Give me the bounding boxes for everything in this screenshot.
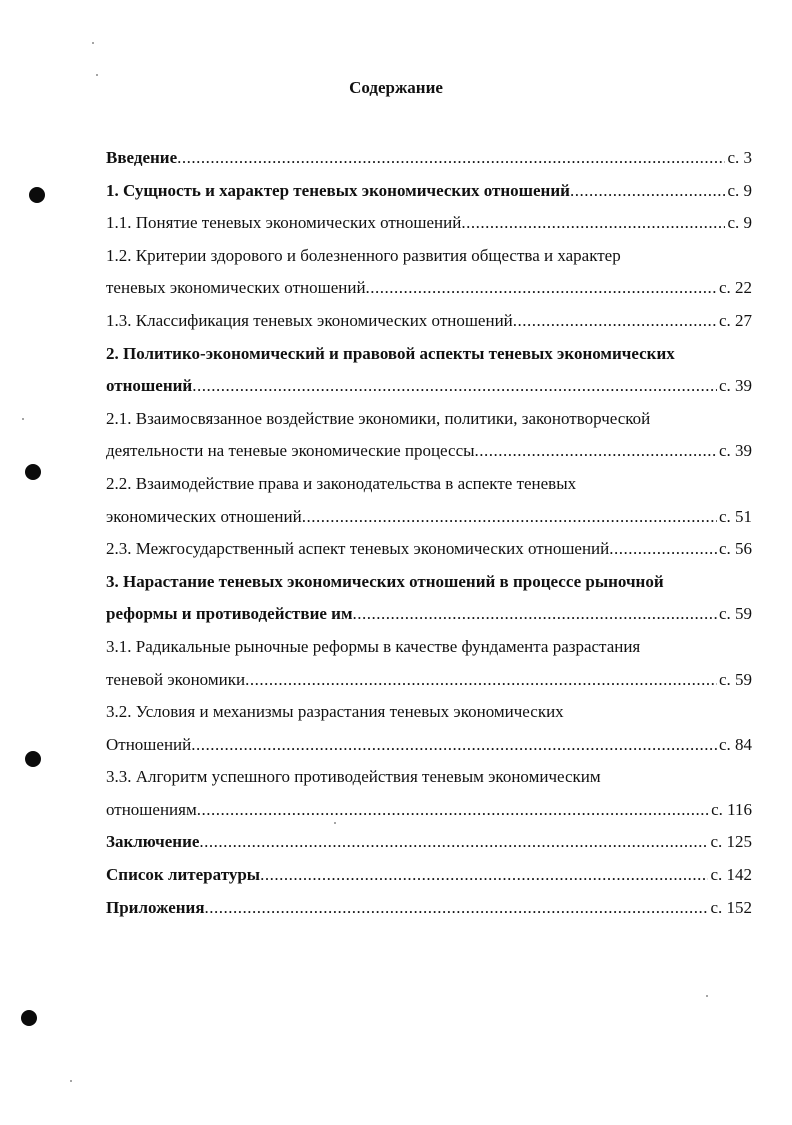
toc-leader-dots xyxy=(260,859,708,892)
toc-entry-text: отношений xyxy=(106,376,193,396)
punch-hole xyxy=(21,1010,37,1026)
toc-entry-text: теневых экономических отношений xyxy=(106,278,366,298)
punch-hole xyxy=(25,464,41,480)
scan-speck xyxy=(96,74,98,76)
toc-entry-chapter-2-cont[interactable] xyxy=(106,370,752,403)
toc-entry-introduction[interactable] xyxy=(106,142,752,175)
toc-entry-page: с. 125 xyxy=(710,832,752,852)
toc-entry-text: теневой экономики xyxy=(106,669,246,689)
toc-entry-page: с. 51 xyxy=(718,506,752,526)
toc-entry-text: 3.2. Условия и механизмы разрастания теневых экономических xyxy=(106,702,564,722)
punch-hole xyxy=(25,751,41,767)
toc-entry-text: 1. Сущность и характер теневых экономических отношений xyxy=(106,180,570,200)
toc-entry-text: 1.3. Классификация теневых экономических отношений xyxy=(106,310,513,330)
toc-entry-page: с. 116 xyxy=(711,799,752,819)
toc-entry-section-2-2-cont[interactable] xyxy=(106,501,752,534)
scan-speck xyxy=(70,1080,72,1082)
toc-entry-page: с. 142 xyxy=(710,865,752,885)
toc-entry-page: с. 9 xyxy=(727,180,752,200)
toc-leader-dots xyxy=(177,142,725,175)
toc-entry-text: 1.2. Критерии здорового и болезненного развития общества и характер xyxy=(106,245,621,265)
toc-leader-dots xyxy=(191,729,717,762)
toc-entry-section-3-1-cont[interactable] xyxy=(106,664,752,697)
toc-entry-section-3-2-cont[interactable] xyxy=(106,729,752,762)
toc-entry-page: с. 22 xyxy=(718,278,752,298)
toc-entry-text: реформы и противодействие им xyxy=(106,604,353,624)
toc-entry-appendices[interactable] xyxy=(106,892,752,925)
toc-entry-bibliography[interactable] xyxy=(106,859,752,892)
toc-entry-page: с. 152 xyxy=(710,897,752,917)
toc-entry-text: 3.1. Радикальные рыночные реформы в качестве фундамента разрастания xyxy=(106,636,641,656)
toc-entry-text: экономических отношений xyxy=(106,506,302,526)
toc-leader-dots xyxy=(302,501,717,534)
table-of-contents xyxy=(106,142,752,924)
toc-leader-dots xyxy=(192,370,717,403)
toc-leader-dots xyxy=(609,533,717,566)
toc-entry-section-1-2[interactable] xyxy=(106,240,752,273)
scan-speck xyxy=(22,418,24,420)
toc-entry-text: Приложения xyxy=(106,897,205,917)
scan-speck xyxy=(706,995,708,997)
toc-leader-dots xyxy=(461,207,725,240)
toc-entry-section-3-3-cont[interactable] xyxy=(106,794,752,827)
toc-entry-section-1-1[interactable] xyxy=(106,207,752,240)
toc-entry-page: с. 9 xyxy=(727,213,752,233)
toc-entry-section-1-2-cont[interactable] xyxy=(106,272,752,305)
toc-leader-dots xyxy=(475,435,717,468)
toc-entry-page: с. 3 xyxy=(727,148,752,167)
toc-leader-dots xyxy=(570,175,726,208)
toc-entry-section-3-2[interactable] xyxy=(106,696,752,729)
toc-entry-section-2-2[interactable] xyxy=(106,468,752,501)
toc-entry-chapter-3-cont[interactable] xyxy=(106,598,752,631)
toc-entry-section-2-1[interactable] xyxy=(106,403,752,436)
toc-entry-section-2-3[interactable] xyxy=(106,533,752,566)
toc-leader-dots xyxy=(197,794,709,827)
scan-speck xyxy=(92,42,94,44)
toc-entry-text: 2.1. Взаимосвязанное воздействие экономики, политики, законотворческой xyxy=(106,408,651,428)
toc-entry-page: с. 39 xyxy=(718,376,752,396)
toc-entry-text: 1.1. Понятие теневых экономических отношений xyxy=(106,213,462,233)
punch-hole xyxy=(29,187,45,203)
toc-leader-dots xyxy=(205,892,709,925)
toc-entry-text: Введение xyxy=(106,148,178,167)
toc-entry-section-3-3[interactable] xyxy=(106,761,752,794)
toc-entry-section-2-1-cont[interactable] xyxy=(106,435,752,468)
toc-leader-dots xyxy=(513,305,717,338)
toc-entry-text: 2. Политико-экономический и правовой аспекты теневых экономических xyxy=(106,343,675,363)
toc-entry-page: с. 59 xyxy=(718,604,752,624)
toc-entry-text: Отношений xyxy=(106,734,192,754)
toc-entry-text: 2.2. Взаимодействие права и законодательства в аспекте теневых xyxy=(106,473,577,493)
toc-leader-dots xyxy=(199,826,708,859)
toc-entry-text: Заключение xyxy=(106,832,200,852)
toc-entry-page: с. 27 xyxy=(718,310,752,330)
toc-entry-text: деятельности на теневые экономические процессы xyxy=(106,441,475,461)
toc-entry-chapter-3[interactable] xyxy=(106,566,752,599)
toc-entry-text: 2.3. Межгосударственный аспект теневых экономических отношений xyxy=(106,539,610,559)
toc-entry-page: с. 56 xyxy=(718,539,752,559)
toc-entry-text: 3. Нарастание теневых экономических отношений в процессе рыночной xyxy=(106,571,664,591)
page-title: Содержание xyxy=(349,78,443,97)
toc-entry-page: с. 39 xyxy=(718,441,752,461)
toc-entry-text: Список литературы xyxy=(106,865,261,885)
toc-entry-page: с. 84 xyxy=(718,734,752,754)
toc-entry-conclusion[interactable] xyxy=(106,826,752,859)
toc-entry-chapter-1[interactable] xyxy=(106,175,752,208)
toc-leader-dots xyxy=(366,272,717,305)
toc-entry-section-3-1[interactable] xyxy=(106,631,752,664)
toc-entry-chapter-2[interactable] xyxy=(106,338,752,371)
toc-leader-dots xyxy=(245,664,717,697)
toc-entry-page: с. 59 xyxy=(718,669,752,689)
toc-leader-dots xyxy=(353,598,717,631)
toc-entry-text: 3.3. Алгоритм успешного противодействия теневым экономическим xyxy=(106,767,601,787)
toc-entry-text: отношениям xyxy=(106,799,197,819)
toc-entry-section-1-3[interactable] xyxy=(106,305,752,338)
